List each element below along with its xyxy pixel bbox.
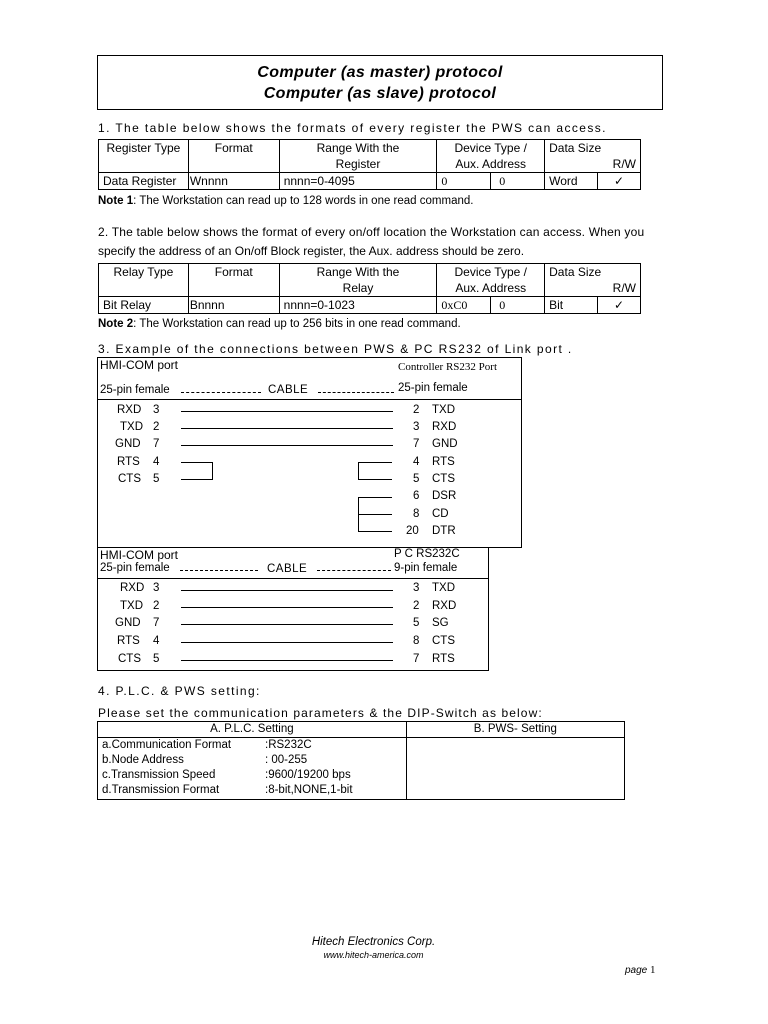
table-header-row <box>99 264 641 297</box>
pin-label: TXD <box>432 582 455 594</box>
cell-range: nnnn=0-4095 <box>279 173 437 190</box>
checkmark-icon: ✓ <box>598 297 641 314</box>
pin-label: CTS <box>118 653 141 665</box>
section-2-line-2: specify the address of an On/off Block register, the Aux. address should be zero. <box>98 244 525 258</box>
pin-label: GND <box>115 438 141 450</box>
pin-number: 4 <box>153 456 160 468</box>
section-2-line-1: 2. The table below shows the format of every on/off location the Workstation can access. When you <box>98 225 645 239</box>
header-data-size: Data Size R/W <box>545 140 641 173</box>
pin-number: 5 <box>153 653 160 665</box>
wire-txd-rxd <box>181 607 393 608</box>
diagram-1-left-connector: 25-pin female <box>100 384 170 396</box>
cell-aux: 0 <box>491 173 545 190</box>
pin-label: CD <box>432 508 449 520</box>
diagram-2-cable-label: CABLE <box>267 563 308 575</box>
list-item: b.Node Address : 00-255 <box>102 754 308 766</box>
wire-gnd-gnd <box>181 445 393 446</box>
pin-label: RTS <box>432 653 455 665</box>
pin-label: RTS <box>117 635 140 647</box>
header-range: Range With the Relay <box>279 264 437 297</box>
pin-number: 2 <box>153 600 160 612</box>
diagram-1-right-connector: 25-pin female <box>398 382 468 394</box>
diagram-2-left-title: HMI-COM port <box>100 548 178 562</box>
pin-number: 7 <box>153 617 160 629</box>
section-4-subheading: Please set the communication parameters & the DIP-Switch as below: <box>98 706 543 720</box>
diagram-2-left-connector: 25-pin female <box>100 562 170 574</box>
register-table <box>98 139 641 190</box>
pin-label: RXD <box>432 600 457 612</box>
pin-number: 3 <box>413 421 420 433</box>
table-row <box>99 297 641 314</box>
title-box <box>97 55 663 110</box>
list-item: d.Transmission Format :8-bit,NONE,1-bit <box>102 784 353 796</box>
pws-settings-cell <box>406 738 624 800</box>
header-device-type: Device Type / Aux. Address <box>437 264 545 297</box>
pin-number: 2 <box>413 404 420 416</box>
section-1-heading: 1. The table below shows the formats of every register the PWS can access. <box>98 121 607 135</box>
pin-number: 2 <box>153 421 160 433</box>
cell-type: Bit Relay <box>99 297 189 314</box>
pin-number: 20 <box>406 525 419 537</box>
section-3-heading: 3. Example of the connections between PWS & PC RS232 of Link port . <box>98 342 573 356</box>
pin-number: 7 <box>413 653 420 665</box>
pin-number: 5 <box>153 473 160 485</box>
cell-size: Bit <box>545 297 598 314</box>
pin-number: 3 <box>413 582 420 594</box>
pin-number: 6 <box>413 490 420 502</box>
loopback-rts-cts-left <box>181 462 213 480</box>
pin-label: SG <box>432 617 449 629</box>
cable-dash-right <box>318 392 394 393</box>
diagram-1-right-title: Controller RS232 Port <box>398 361 498 373</box>
cell-type: Data Register <box>99 173 189 190</box>
diagram-1-left-title: HMI-COM port <box>100 358 178 372</box>
cable-dash-right <box>317 570 391 571</box>
header-format: Format <box>188 264 279 297</box>
cable-dash-left <box>181 392 261 393</box>
header-device-type: Device Type / Aux. Address <box>437 140 545 173</box>
wire-cts-rts <box>181 660 393 661</box>
wire-rxd-txd <box>181 590 393 591</box>
header-pws-setting: B. PWS- Setting <box>406 722 624 738</box>
cell-device: 0 <box>437 173 491 190</box>
pin-label: CTS <box>432 473 455 485</box>
pin-label: RXD <box>120 582 145 594</box>
note-2: Note 2: The Workstation can read up to 256 bits in one read command. <box>98 318 461 330</box>
table-row <box>98 738 625 800</box>
pin-label: GND <box>115 617 141 629</box>
pin-number: 7 <box>413 438 420 450</box>
checkmark-icon: ✓ <box>598 173 641 190</box>
diagram-2-right-connector: 9-pin female <box>394 562 458 574</box>
settings-table <box>97 721 625 800</box>
pin-label: RXD <box>432 421 457 433</box>
pin-label: CTS <box>118 473 141 485</box>
wire-txd-rxd <box>181 428 393 429</box>
pin-number: 7 <box>153 438 160 450</box>
pin-label: TXD <box>120 421 143 433</box>
wire-dtr <box>358 531 392 532</box>
pin-label: DTR <box>432 525 456 537</box>
pin-number: 5 <box>413 617 420 629</box>
pin-number: 5 <box>413 473 420 485</box>
header-register-type: Register Type <box>99 140 189 173</box>
diagram-2-right-title: P C RS232C <box>394 548 460 560</box>
title-line-2: Computer (as slave) protocol <box>263 85 497 102</box>
pin-label: TXD <box>432 404 455 416</box>
plc-settings-cell <box>98 738 407 800</box>
cable-dash-left <box>180 570 258 571</box>
cell-size: Word <box>545 173 598 190</box>
footer-website: www.hitech-america.com <box>323 950 424 960</box>
table-header-row <box>99 140 641 173</box>
pin-number: 8 <box>413 508 420 520</box>
pin-number: 3 <box>153 404 160 416</box>
section-4-heading: 4. P.L.C. & PWS setting: <box>98 684 261 698</box>
pin-number: 8 <box>413 635 420 647</box>
diagram-1-divider <box>97 399 522 400</box>
pin-label: TXD <box>120 600 143 612</box>
pin-number: 4 <box>153 635 160 647</box>
table-row <box>99 173 641 190</box>
pin-number: 4 <box>413 456 420 468</box>
wire-rts-cts <box>181 642 393 643</box>
header-plc-setting: A. P.L.C. Setting <box>98 722 407 738</box>
pin-label: RXD <box>117 404 142 416</box>
pin-number: 2 <box>413 600 420 612</box>
pin-label: CTS <box>432 635 455 647</box>
diagram-1-cable-label: CABLE <box>268 384 309 396</box>
list-item: c.Transmission Speed :9600/19200 bps <box>102 769 351 781</box>
wire-rxd-txd <box>181 411 393 412</box>
cell-format: Wnnnn <box>188 173 279 190</box>
loopback-rts-cts-right <box>358 462 392 480</box>
cell-range: nnnn=0-1023 <box>279 297 437 314</box>
pin-label: DSR <box>432 490 457 502</box>
wire-gnd-sg <box>181 624 393 625</box>
diagram-2-divider <box>97 578 489 579</box>
pin-number: 3 <box>153 582 160 594</box>
cell-device: 0xC0 <box>437 297 491 314</box>
wire-dsr <box>358 497 392 498</box>
wire-cd <box>358 514 392 515</box>
list-item: a.Communication Format :RS232C <box>102 739 312 751</box>
cell-format: Bnnnn <box>188 297 279 314</box>
footer-company: Hitech Electronics Corp. <box>311 936 436 948</box>
header-data-size: Data Size R/W <box>545 264 641 297</box>
cell-aux: 0 <box>491 297 545 314</box>
header-format: Format <box>188 140 279 173</box>
header-range: Range With the Register <box>279 140 437 173</box>
table-header-row <box>98 722 625 738</box>
title-line-1: Computer (as master) protocol <box>257 64 503 81</box>
note-1: Note 1: The Workstation can read up to 128 words in one read command. <box>98 195 474 207</box>
pin-label: RTS <box>117 456 140 468</box>
pin-label: RTS <box>432 456 455 468</box>
page-number: page 1 <box>625 964 656 976</box>
pin-label: GND <box>432 438 458 450</box>
header-relay-type: Relay Type <box>99 264 189 297</box>
relay-table <box>98 263 641 314</box>
